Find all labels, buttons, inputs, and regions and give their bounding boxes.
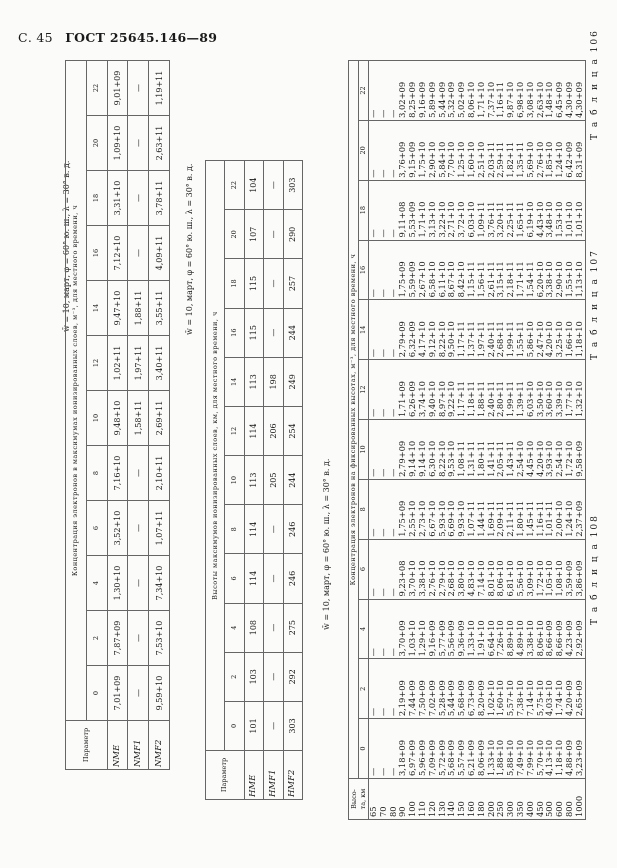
t106-value-cell: — <box>128 666 149 721</box>
t106-value-cell: 9,01+09 <box>107 61 128 116</box>
t107-hour-16: 16 <box>225 308 244 357</box>
t107-hour-2: 2 <box>225 652 244 701</box>
table-107-caption: Т а б л и ц а 107 <box>590 249 600 360</box>
t108-values-column: — — — 1,75+09 2,55+10 2,73+10 6,67+10 5,93+10 6,69+10 9,93+10 1,07+11 1,44+11 1,69+11 2,09+11 2,11+11 1,80+11 1,45+11 1,16+11 1,01+11 2,00+10 1,24+10 2,37+09 <box>369 479 586 539</box>
t107-value-cell: 115 <box>244 308 263 357</box>
t106-row-nme <box>107 61 128 770</box>
t107-value-cell: 303 <box>283 161 302 210</box>
t106-hour-8: 8 <box>86 446 107 501</box>
t106-value-cell: 7,34+10 <box>149 556 170 611</box>
page-number: С. 45 <box>18 30 53 45</box>
t107-value-cell: — <box>264 161 283 210</box>
t108-values-column: — — — 1,75+09 5,59+09 2,67+10 6,58+10 6,11+10 8,67+10 8,42+10 1,15+11 1,56+11 2,61+11 3,15+11 2,18+11 1,71+11 1,54+11 6,20+10 3,38+10 2,90+10 1,55+10 1,13+10 <box>369 240 586 300</box>
t106-param-name: NMF2 <box>149 721 170 770</box>
t106-value-cell: 1,02+11 <box>107 336 128 391</box>
t106-hour-22: 22 <box>86 61 107 116</box>
t106-param-name: NME <box>107 721 128 770</box>
table-107-grid <box>205 160 303 800</box>
t106-value-cell: 9,59+10 <box>149 666 170 721</box>
table-106-grid <box>65 60 170 770</box>
t106-hour-16: 16 <box>86 226 107 281</box>
t107-hour-12: 12 <box>225 406 244 455</box>
t108-hour-8: 8 <box>359 479 369 539</box>
t107-value-cell: 246 <box>283 505 302 554</box>
t106-param-name: NMF1 <box>128 721 149 770</box>
t106-value-cell: 7,87+09 <box>107 611 128 666</box>
t107-param-header: Параметр <box>206 751 245 800</box>
t106-hours-row <box>86 61 107 770</box>
t108-hour-20: 20 <box>359 120 369 180</box>
t106-value-cell: 7,16+10 <box>107 446 128 501</box>
t107-span-header: Высоты максимумов ионизированных слоев, км, для местного времени, ч <box>206 161 225 751</box>
t106-value-cell: 1,97+11 <box>128 336 149 391</box>
t107-hour-20: 20 <box>225 210 244 259</box>
t107-value-cell: 114 <box>244 406 263 455</box>
t106-row-nmf1 <box>128 61 149 770</box>
t107-value-cell: — <box>264 259 283 308</box>
t108-span-header: Концентрация электронов на фиксированных высотах, м⁻³, для местного времени, ч <box>349 61 359 779</box>
t106-value-cell: 3,52+10 <box>107 501 128 556</box>
t106-value-cell: 2,63+11 <box>149 116 170 171</box>
t106-value-cell: 1,30+10 <box>107 556 128 611</box>
t107-value-cell: — <box>264 308 283 357</box>
t107-value-cell: 244 <box>283 456 302 505</box>
t108-values-column: — — — 3,70+09 1,03+10 1,29+10 9,16+09 5,77+09 5,56+09 9,36+09 1,33+10 1,91+10 6,64+10 7,26+10 8,89+10 4,89+10 3,38+10 8,06+10 8,66+09 8,66+09 4,23+09 2,92+09 <box>369 599 586 659</box>
t107-hour-4: 4 <box>225 603 244 652</box>
t106-span-header: Концентрация электронов в максимумах ионизированных слоев, м⁻³, для местного времени, ч <box>66 61 87 721</box>
table-106-title: w̄ = 10, март, φ = 60° ю. ш., λ = 30° в. д. <box>62 160 71 332</box>
t108-values-column: — — — 3,18+09 6,97+09 5,96+09 7,09+09 5,72+09 5,68+09 5,57+09 6,21+09 8,06+09 1,33+10 1,88+10 5,88+10 7,49+10 7,99+10 5,70+10 4,13+10 1,18+10 4,88+09 3,23+09 <box>369 719 586 779</box>
t106-hour-2: 2 <box>86 611 107 666</box>
t107-value-cell: 114 <box>244 554 263 603</box>
t108-hour-12: 12 <box>359 360 369 420</box>
t106-value-cell: — <box>128 501 149 556</box>
t107-hour-10: 10 <box>225 456 244 505</box>
t106-hour-12: 12 <box>86 336 107 391</box>
t106-row-nmf2 <box>149 61 170 770</box>
t107-value-cell: 115 <box>244 259 263 308</box>
standard-number: ГОСТ 25645.146—89 <box>65 30 218 45</box>
t108-data-row <box>369 61 586 820</box>
t107-value-cell: 108 <box>244 603 263 652</box>
t107-value-cell: 113 <box>244 357 263 406</box>
t107-hour-0: 0 <box>225 701 244 750</box>
t106-value-cell: 2,69+11 <box>149 391 170 446</box>
t108-values-column: — — — 2,79+09 6,32+09 4,17+10 9,12+10 8,22+10 9,50+10 1,17+11 1,37+11 1,97+11 2,40+11 2,68+11 1,99+11 1,55+11 5,86+10 2,47+10 4,20+10 3,25+10 1,66+10 1,18+10 <box>369 300 586 360</box>
t107-row-hme <box>244 161 263 800</box>
t106-param-header: Параметр <box>66 721 108 770</box>
t107-value-cell: — <box>264 210 283 259</box>
t107-value-cell: — <box>264 505 283 554</box>
t107-value-cell: 104 <box>244 161 263 210</box>
t106-value-cell: 9,47+10 <box>107 281 128 336</box>
t107-value-cell: — <box>264 603 283 652</box>
t108-values-column: — — — 2,79+09 9,14+10 9,14+10 6,30+10 8,22+10 9,53+10 1,08+11 1,31+11 1,80+11 1,41+11 2,05+11 1,43+11 2,54+10 4,45+10 4,20+10 3,93+10 2,54+10 1,72+10 9,58+09 <box>369 420 586 480</box>
t106-value-cell: — <box>128 611 149 666</box>
t107-value-cell: — <box>264 701 283 750</box>
t108-hour-22: 22 <box>359 61 369 121</box>
t106-hour-20: 20 <box>86 116 107 171</box>
t108-heights-column: 65 70 80 90 100 110 120 130 140 150 160 180 200 250 300 350 400 450 500 600 800 1000 <box>369 779 586 820</box>
table-108 <box>348 60 586 820</box>
t106-value-cell: — <box>128 226 149 281</box>
t106-value-cell: 7,01+09 <box>107 666 128 721</box>
t107-hour-14: 14 <box>225 357 244 406</box>
t108-values-column: — — — 9,23+08 3,70+10 3,38+10 2,76+10 2,79+10 2,68+10 3,80+10 4,83+10 7,14+10 8,01+10 8,06+10 6,81+10 5,56+10 3,09+10 1,72+10 1,05+10 1,08+10 3,59+09 3,86+09 <box>369 539 586 599</box>
t108-hour-6: 6 <box>359 539 369 599</box>
table-107-title: w̄ = 10, март, φ = 60° ю. ш., λ = 30° в. д. <box>185 163 194 335</box>
t107-hours-row <box>225 161 244 800</box>
t108-hours-row <box>359 61 369 820</box>
t107-value-cell: 292 <box>283 652 302 701</box>
t108-values-column: — — — 3,02+09 8,25+09 9,16+09 5,89+09 5,44+09 5,32+09 5,02+09 8,06+10 1,71+10 7,37+10 1,16+11 9,87+10 6,98+10 3,08+10 2,63+10 1,48+10 6,45+09 4,30+09 4,30+09 <box>369 61 586 121</box>
t107-value-cell: 206 <box>264 406 283 455</box>
t107-hour-6: 6 <box>225 554 244 603</box>
table-106 <box>65 60 170 770</box>
t107-value-cell: 246 <box>283 554 302 603</box>
t106-value-cell: 1,09+10 <box>107 116 128 171</box>
table-107 <box>205 160 303 800</box>
t106-hour-18: 18 <box>86 171 107 226</box>
t106-hour-14: 14 <box>86 281 107 336</box>
t106-value-cell: 3,78+11 <box>149 171 170 226</box>
t107-value-cell: 205 <box>264 456 283 505</box>
t107-value-cell: 249 <box>283 357 302 406</box>
t108-hour-16: 16 <box>359 240 369 300</box>
t108-height-header: Высо- та, км <box>349 779 369 820</box>
t107-value-cell: — <box>264 652 283 701</box>
t106-value-cell: — <box>128 61 149 116</box>
table-106-caption: Т а б л и ц а 106 <box>590 29 600 140</box>
t107-value-cell: 114 <box>244 505 263 554</box>
t107-value-cell: 101 <box>244 701 263 750</box>
t106-value-cell: — <box>128 556 149 611</box>
t106-value-cell: — <box>128 116 149 171</box>
t107-hour-22: 22 <box>225 161 244 210</box>
t107-value-cell: 113 <box>244 456 263 505</box>
t106-hour-10: 10 <box>86 391 107 446</box>
t107-value-cell: 290 <box>283 210 302 259</box>
t107-value-cell: 103 <box>244 652 263 701</box>
t107-hour-18: 18 <box>225 259 244 308</box>
t106-value-cell: 3,40+11 <box>149 336 170 391</box>
t108-hour-2: 2 <box>359 659 369 719</box>
t108-hour-0: 0 <box>359 719 369 779</box>
t108-hour-14: 14 <box>359 300 369 360</box>
t108-values-column: — — — 2,19+09 7,44+09 7,50+09 7,02+09 5,28+09 5,44+09 5,68+09 6,73+09 8,20+09 1,02+10 1,60+10 5,57+10 7,38+10 7,14+10 5,75+10 4,03+10 1,74+10 4,20+09 2,65+09 <box>369 659 586 719</box>
table-108-grid <box>348 60 586 820</box>
t107-value-cell: 257 <box>283 259 302 308</box>
t106-value-cell: 1,07+11 <box>149 501 170 556</box>
t107-value-cell: 107 <box>244 210 263 259</box>
t107-param-name: HMF2 <box>283 751 302 800</box>
t106-hour-6: 6 <box>86 501 107 556</box>
t108-values-column: — — — 9,11+08 5,53+09 1,71+10 3,13+10 3,22+10 2,71+10 3,72+10 6,03+10 1,09+11 3,76+11 3,20+11 2,25+11 1,65+11 6,19+10 4,43+10 3,48+10 1,53+10 1,01+10 1,01+10 <box>369 180 586 240</box>
t107-param-name: HME <box>244 751 263 800</box>
t106-value-cell: 2,10+11 <box>149 446 170 501</box>
table-108-title: w̄ = 10, март, φ = 60° ю. ш., λ = 30° в. д. <box>322 458 331 630</box>
t106-header-row <box>66 61 87 770</box>
t106-value-cell: 1,19+11 <box>149 61 170 116</box>
t106-value-cell: 1,58+11 <box>128 391 149 446</box>
t107-value-cell: 198 <box>264 357 283 406</box>
page-header <box>18 30 217 45</box>
t107-value-cell: — <box>264 554 283 603</box>
t107-value-cell: 254 <box>283 406 302 455</box>
t106-value-cell: 4,09+11 <box>149 226 170 281</box>
t107-header-row <box>206 161 225 800</box>
t108-header-row <box>349 61 359 820</box>
t106-value-cell: — <box>128 171 149 226</box>
t106-value-cell: — <box>128 446 149 501</box>
t108-hour-18: 18 <box>359 180 369 240</box>
t106-hour-0: 0 <box>86 666 107 721</box>
t106-value-cell: 7,12+10 <box>107 226 128 281</box>
t107-row-hmf1 <box>264 161 283 800</box>
t108-hour-4: 4 <box>359 599 369 659</box>
t106-value-cell: 3,55+11 <box>149 281 170 336</box>
t106-hour-4: 4 <box>86 556 107 611</box>
t106-value-cell: 9,48+10 <box>107 391 128 446</box>
t106-value-cell: 3,31+10 <box>107 171 128 226</box>
table-108-caption: Т а б л и ц а 108 <box>590 514 600 625</box>
t107-row-hmf2 <box>283 161 302 800</box>
t107-value-cell: 244 <box>283 308 302 357</box>
t107-param-name: HMF1 <box>264 751 283 800</box>
t107-hour-8: 8 <box>225 505 244 554</box>
t108-values-column: — — — 1,71+09 6,26+09 3,74+10 9,40+10 8,97+10 9,22+10 1,17+11 1,18+11 1,88+11 2,40+11 2,80+11 1,99+11 1,39+11 6,03+10 3,50+10 3,60+10 3,39+10 1,77+10 1,32+10 <box>369 360 586 420</box>
t106-value-cell: 7,53+10 <box>149 611 170 666</box>
t108-values-column: — — — 3,76+09 9,15+09 1,75+10 2,90+10 5,84+10 7,70+10 1,25+10 1,60+10 2,51+10 2,03+11 2,59+11 1,82+11 1,35+11 5,69+10 2,76+10 1,85+10 1,24+10 6,42+09 8,31+09 <box>369 120 586 180</box>
t108-hour-10: 10 <box>359 420 369 480</box>
t106-value-cell: 1,88+11 <box>128 281 149 336</box>
t107-value-cell: 275 <box>283 603 302 652</box>
t107-value-cell: 303 <box>283 701 302 750</box>
